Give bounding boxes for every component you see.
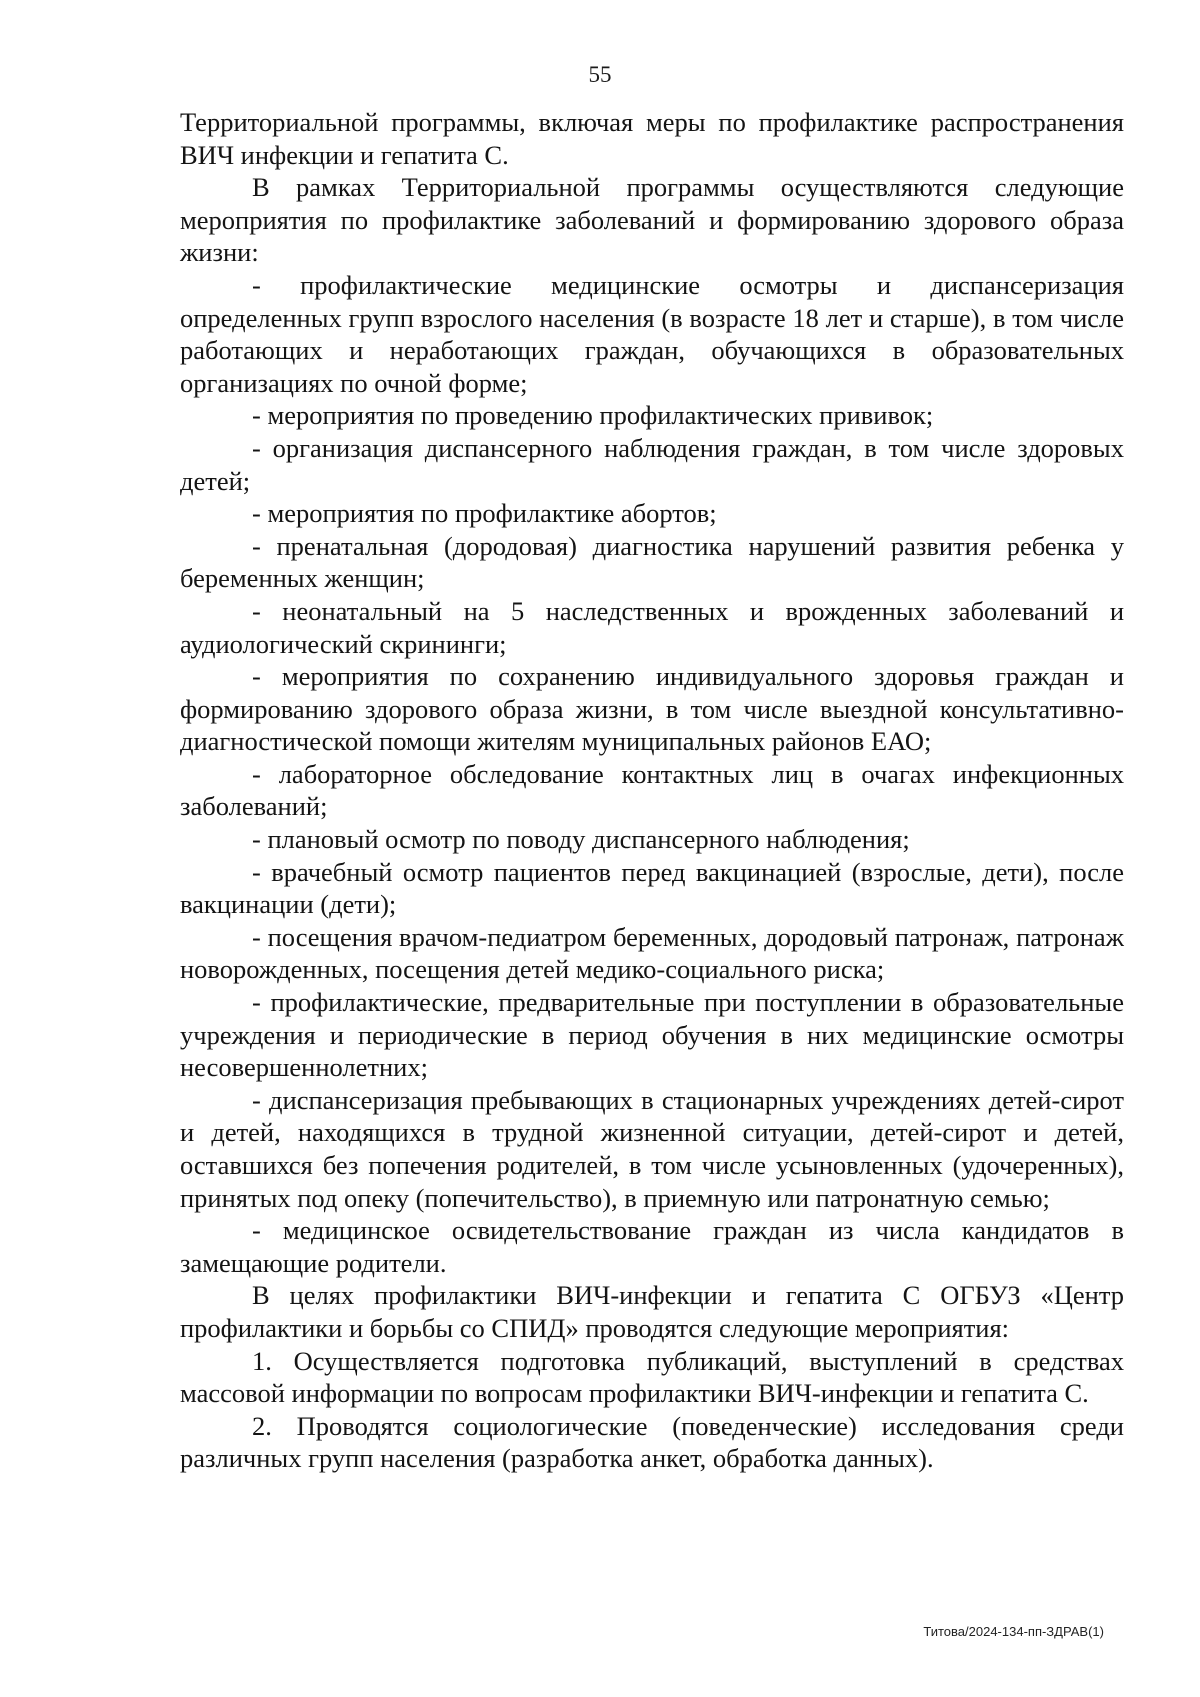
list-item-neonatal-screening: - неонатальный на 5 наследственных и врожденных заболеваний и аудиологический скрининги; <box>180 595 1124 659</box>
list-item-lab-examination: - лабораторное обследование контактных лиц в очагах инфекционных заболеваний; <box>180 758 1124 822</box>
list-item-health-preservation: - мероприятия по сохранению индивидуального здоровья граждан и формированию здорового образа жизни, в том числе выездной консультативно-диагностической помощи жителям муниципальных районов ЕАО; <box>180 661 1124 757</box>
list-item-orphans-dispensarization: - диспансеризация пребывающих в стационарных учреждениях детей-сирот и детей, находящихся в трудной жизненной ситуации, детей-сирот и детей, оставшихся без попечения родителей, в том числе усыновленных (удочеренных), принятых под опеку (попечительство), в приемную или патронатную семью; <box>180 1084 1124 1213</box>
page-number: 55 <box>588 62 612 87</box>
list-item-medical-checkups: - профилактические медицинские осмотры и диспансеризация определенных групп взрослого населения (в возрасте 18 лет и старше), в том числе работающих и неработающих граждан, обучающихся в образовательных организациях по очной форме; <box>180 269 1124 398</box>
numbered-item-sociological-research: 2. Проводятся социологические (поведенческие) исследования среди различных групп населения (разработка анкет, обработка данных). <box>180 1410 1124 1474</box>
list-item-pediatrician-visits: - посещения врачом-педиатром беременных, дородовый патронаж, патронаж новорожденных, посещения детей медико-социального риска; <box>180 921 1124 985</box>
list-item-dispensary-observation: - организация диспансерного наблюдения граждан, в том числе здоровых детей; <box>180 432 1124 496</box>
list-item-abortion-prevention: - мероприятия по профилактике абортов; <box>252 498 717 529</box>
list-item-vaccination-examination: - врачебный осмотр пациентов перед вакцинацией (взрослые, дети), после вакцинации (дети); <box>180 856 1124 920</box>
document-registry-code: Титова/2024-134-пп-ЗДРАВ(1) <box>923 1624 1104 1639</box>
list-item-minors-examinations: - профилактические, предварительные при поступлении в образовательные учреждения и периодические в период обучения в них медицинские осмотры несовершеннолетних; <box>180 987 1124 1083</box>
list-item-planned-examination: - плановый осмотр по поводу диспансерного наблюдения; <box>252 824 910 855</box>
list-item-foster-parents-examination: - медицинское освидетельствование граждан из числа кандидатов в замещающие родители. <box>180 1215 1124 1278</box>
paragraph-intro: В рамках Территориальной программы осуществляются следующие мероприятия по профилактике заболеваний и формированию здорового образа жизни: <box>180 172 1124 268</box>
document-body <box>180 106 1124 1475</box>
list-item-prenatal-diagnostics: - пренатальная (дородовая) диагностика нарушений развития ребенка у беременных женщин; <box>180 530 1124 594</box>
list-item-vaccinations: - мероприятия по проведению профилактических прививок; <box>252 400 934 431</box>
paragraph-continuation: Территориальной программы, включая меры по профилактике распространения ВИЧ инфекции и гепатита С. <box>180 107 1124 170</box>
paragraph-hiv-prevention: В целях профилактики ВИЧ-инфекции и гепатита С ОГБУЗ «Центр профилактики и борьбы со СПИД» проводятся следующие мероприятия: <box>180 1280 1124 1343</box>
numbered-item-publications: 1. Осуществляется подготовка публикаций, выступлений в средствах массовой информации по вопросам профилактики ВИЧ-инфекции и гепатита С. <box>180 1345 1124 1409</box>
